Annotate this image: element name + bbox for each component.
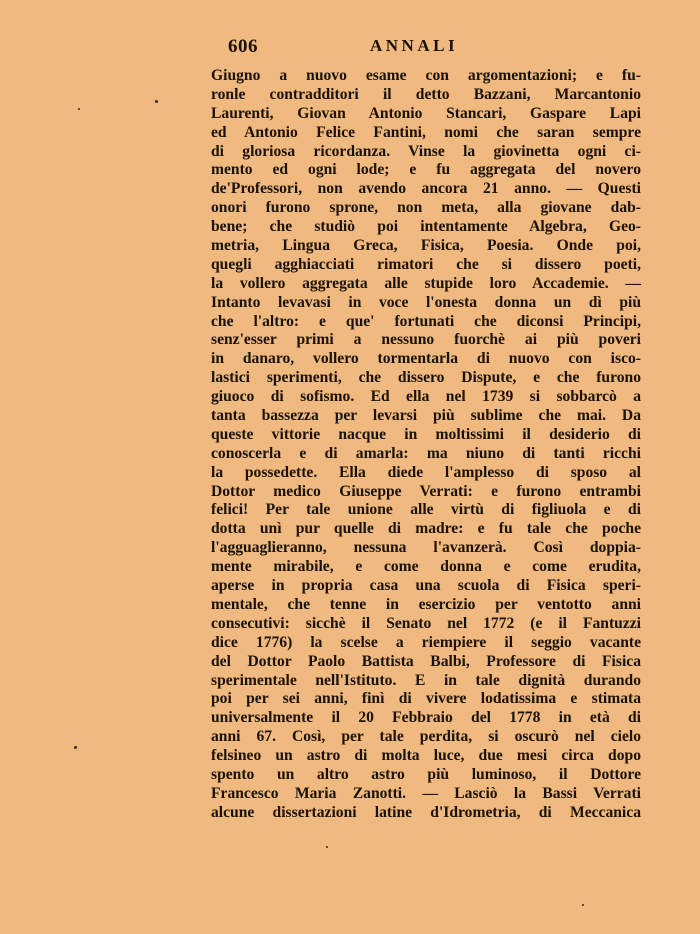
text-line: spento un altro astro più luminoso, il Dottore [211,765,641,783]
running-head: ANNALI [370,36,459,55]
text-line: consecutivi: sicchè il Senato nel 1772 (e il Fantuzzi [211,614,641,632]
text-line: l'agguaglieranno, nessuna l'avanzerà. Così doppia- [211,539,641,557]
text-line: felici! Per tale unione alle virtù di figliuola e di [211,501,641,519]
text-line: del Dottor Paolo Battista Balbi, Professore di Fisica [211,652,641,670]
text-line: in danaro, vollero tormentarla di nuovo con isco- [211,350,641,368]
text-line: la possedette. Ella diede l'amplesso di sposo al [211,463,641,481]
text-line: Giugno a nuovo esame con argomentazioni; e fu- [211,67,641,84]
text-line: poi per sei anni, finì di vivere lodatissima e stimata [211,690,641,708]
text-line: queste vittorie nacque in moltissimi il desiderio di [211,425,641,443]
paper-speck [78,108,80,110]
text-line: la vollero aggregata alle stupide loro Accademie. — [211,274,641,292]
text-line: aperse in propria casa una scuola di Fisica speri- [211,577,641,595]
page-number: 606 [228,36,258,57]
page-header [212,36,642,58]
text-line: alcune dissertazioni latine d'Idrometria, di Meccanica [211,803,641,821]
text-line: lastici sperimenti, che dissero Dispute, e che furono [211,369,641,387]
text-line: dice 1776) la scelse a riempiere il seggio vacante [211,633,641,651]
text-line: conoscerla e di amarla: ma niuno di tanti ricchi [211,444,641,462]
text-line: mente mirabile, e come donna e come erudita, [211,558,641,576]
paper-speck [74,746,77,749]
text-line: Francesco Maria Zanotti. — Lasciò la Bassi Verrati [211,784,641,802]
text-line: mentale, che tenne in esercizio per ventotto anni [211,595,641,613]
text-line: Dottor medico Giuseppe Verrati: e furono entrambi [211,482,641,500]
text-line: giuoco di sofismo. Ed ella nel 1739 si sobbarcò a [211,388,641,406]
text-line: mento ed ogni lode; e fu aggregata del novero [211,161,641,179]
text-line: sperimentale nell'Istituto. E in tale dignità durando [211,671,641,689]
text-line: universalmente il 20 Febbraio del 1778 in età di [211,709,641,727]
body-text [211,67,641,823]
text-line: senz'esser primi a nessuno fuorchè ai più poveri [211,331,641,349]
paper-speck [155,100,158,103]
text-line: dotta unì pur quelle di madre: e fu tale che poche [211,520,641,538]
text-line: Intanto levavasi in voce l'onesta donna un dì più [211,293,641,311]
paper-speck [582,904,584,906]
text-line: de'Professori, non avendo ancora 21 anno. — Questi [211,180,641,198]
text-line: felsineo un astro di molta luce, due mesi circa dopo [211,747,641,765]
text-line: anni 67. Così, per tale perdita, si oscurò nel cielo [211,728,641,746]
text-line: onori furono sprone, non meta, alla giovane dab- [211,199,641,217]
text-line: tanta bassezza per levarsi più sublime che mai. Da [211,407,641,425]
text-line: Laurenti, Giovan Antonio Stancari, Gaspare Lapi [211,104,641,122]
text-line: ronle contradditori il detto Bazzani, Marcantonio [211,85,641,103]
text-line: quegli agghiacciati rimatori che si dissero poeti, [211,255,641,273]
text-line: metria, Lingua Greca, Fisica, Poesia. Onde poi, [211,237,641,255]
text-line: bene; che studiò poi intentamente Algebra, Geo- [211,218,641,236]
paper-speck [326,846,328,848]
text-line: che l'altro: e que' fortunati che diconsi Principi, [211,312,641,330]
text-line: di gloriosa ricordanza. Vinse la giovinetta ogni ci- [211,142,641,160]
text-line: ed Antonio Felice Fantini, nomi che saran sempre [211,123,641,141]
